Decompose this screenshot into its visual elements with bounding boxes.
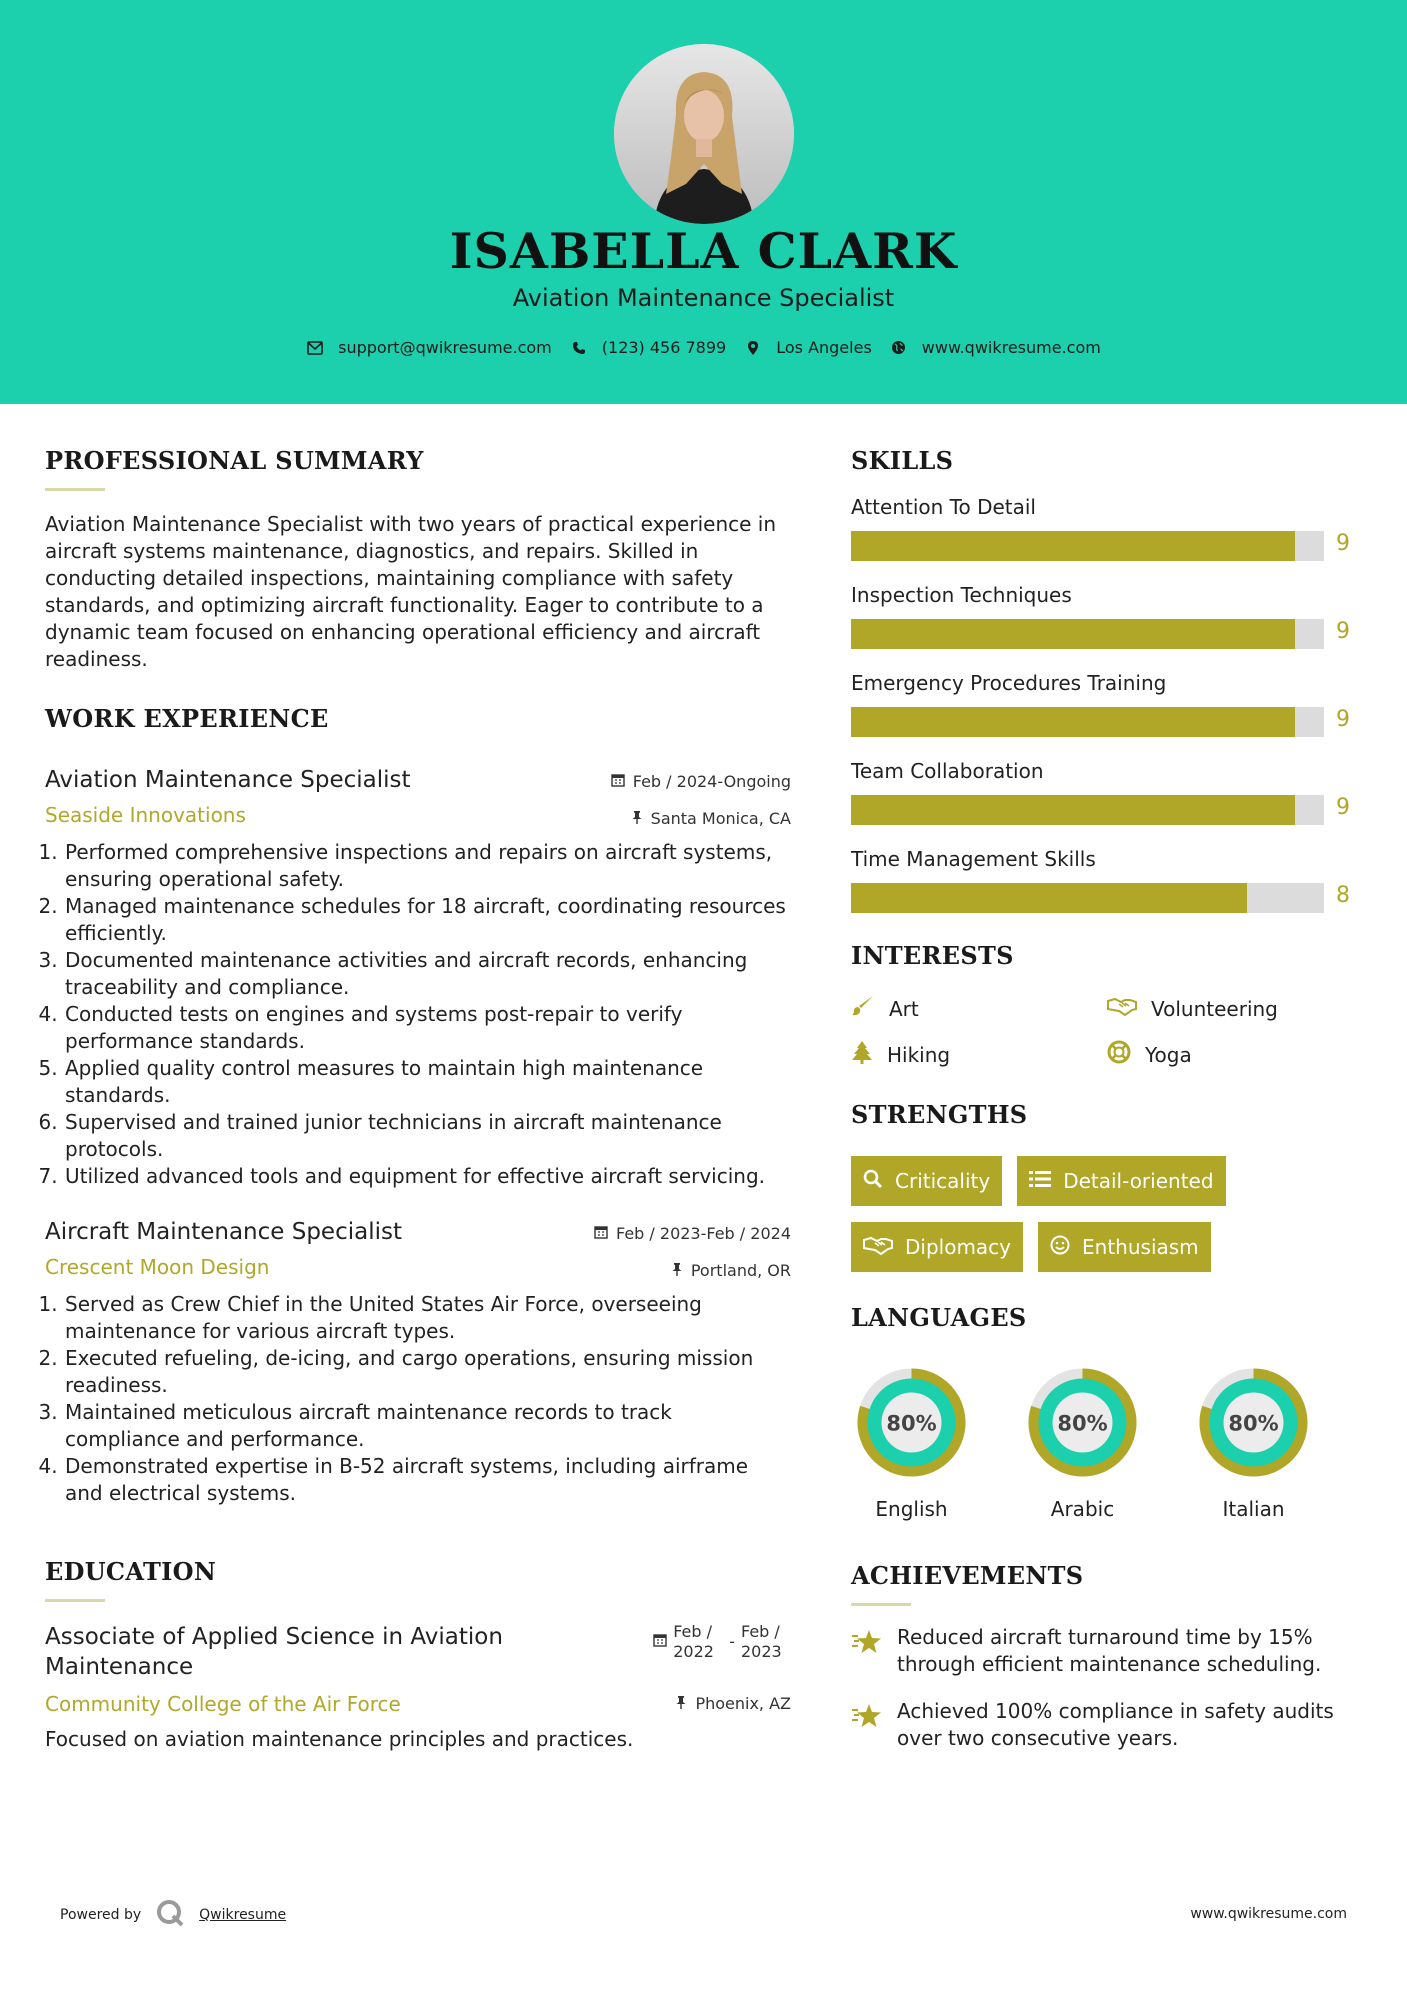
skill-bar	[851, 531, 1361, 561]
skill-bar-track	[851, 795, 1324, 825]
powered-by-text: Powered by	[60, 1907, 142, 1923]
achievements-section	[851, 1561, 1361, 1752]
contact-phone[interactable]	[570, 338, 726, 357]
skill-score: 9	[1336, 795, 1350, 820]
interest-label: Hiking	[887, 1042, 951, 1067]
achievements-heading: ACHIEVEMENTS	[851, 1561, 1084, 1590]
languages-list	[851, 1362, 1361, 1521]
summary-heading: PROFESSIONAL SUMMARY	[45, 446, 424, 475]
contact-website[interactable]	[890, 338, 1101, 357]
skills-section	[851, 446, 1361, 913]
contact-email[interactable]	[306, 338, 552, 357]
achievement-text: Achieved 100% compliance in safety audits over two consecutive years.	[897, 1699, 1334, 1750]
job-entry	[45, 767, 791, 1190]
skill-item	[851, 847, 1361, 913]
language-ring	[1022, 1362, 1143, 1483]
skill-label: Time Management Skills	[851, 847, 1096, 871]
email-text: support@qwikresume.com	[338, 338, 552, 357]
education-description: Focused on aviation maintenance principles and practices.	[45, 1727, 634, 1751]
job-location-text: Santa Monica, CA	[650, 809, 791, 828]
job-bullet: 4. Demonstrated expertise in B-52 aircraft systems, including airframe and electrical systems.	[64, 1453, 791, 1507]
strength-tag	[1038, 1222, 1211, 1272]
language-label: English	[875, 1497, 948, 1521]
job-location	[671, 1261, 791, 1280]
contact-bar	[0, 338, 1407, 357]
strengths-list	[851, 1156, 1331, 1272]
language-item	[1193, 1362, 1314, 1521]
job-date-text: Feb / 2024-Ongoing	[632, 772, 791, 791]
interests-list	[851, 995, 1361, 1069]
skill-score: 8	[1336, 883, 1350, 908]
skill-score: 9	[1336, 707, 1350, 732]
education-location-text: Phoenix, AZ	[695, 1694, 791, 1713]
lifering-icon	[1107, 1040, 1131, 1069]
strength-tag	[851, 1222, 1023, 1272]
strength-tag	[851, 1156, 1002, 1206]
interests-section	[851, 941, 1361, 1069]
date-separator: -	[729, 1632, 735, 1651]
paintbrush-icon	[851, 995, 875, 1022]
language-label: Italian	[1222, 1497, 1285, 1521]
interest-label: Volunteering	[1151, 996, 1278, 1021]
job-date	[594, 1224, 791, 1243]
right-column	[851, 404, 1361, 1752]
languages-heading: LANGUAGES	[851, 1303, 1027, 1332]
skills-heading: SKILLS	[851, 446, 954, 475]
language-ring	[851, 1362, 972, 1483]
job-bullet: 2. Executed refueling, de-icing, and cargo operations, ensuring mission readiness.	[64, 1345, 791, 1399]
skill-bar-fill	[851, 531, 1295, 561]
education-location	[675, 1694, 791, 1713]
job-bullet: 1. Performed comprehensive inspections and repairs on aircraft systems, ensuring operational safety.	[64, 839, 791, 893]
search-icon	[863, 1169, 883, 1194]
job-bullet: 2. Managed maintenance schedules for 18 aircraft, coordinating resources efficiently.	[64, 893, 791, 947]
job-bullet: 4. Conducted tests on engines and systems post-repair to verify performance standards.	[64, 1001, 791, 1055]
job-bullet: 7. Utilized advanced tools and equipment for effective aircraft servicing.	[64, 1163, 791, 1190]
interests-heading: INTERESTS	[851, 941, 1014, 970]
pushpin-icon	[631, 809, 643, 828]
strengths-heading: STRENGTHS	[851, 1100, 1028, 1129]
calendar-icon	[653, 1622, 667, 1652]
achievement-item	[851, 1698, 1361, 1752]
skill-bar	[851, 619, 1361, 649]
interest-label: Art	[889, 996, 919, 1021]
skill-bar-track	[851, 883, 1324, 913]
summary-text: Aviation Maintenance Specialist with two years of practical experience in aircraft systems maintenance, diagnostics, and repairs. Skilled in conducting detailed inspections, maintaining compliance with safety standards, and optimizing aircraft functionality. Eager to contribute to a dynamic team focused on enhancing operational efficiency and aircraft readiness.	[45, 512, 777, 671]
resume-header	[0, 0, 1407, 404]
qwikresume-link[interactable]: Qwikresume	[199, 1907, 287, 1923]
language-label: Arabic	[1050, 1497, 1115, 1521]
education-start-date: Feb / 2022	[673, 1622, 714, 1661]
strengths-section	[851, 1100, 1361, 1272]
calendar-icon	[594, 1224, 608, 1243]
education-date	[653, 1622, 791, 1662]
skill-item	[851, 671, 1361, 737]
strength-label: Detail-oriented	[1063, 1169, 1214, 1193]
job-entry	[45, 1219, 791, 1507]
calendar-icon	[611, 772, 625, 791]
achievement-text: Reduced aircraft turnaround time by 15% through efficient maintenance scheduling.	[897, 1625, 1322, 1676]
experience-section	[45, 704, 791, 1507]
skill-bar-fill	[851, 883, 1247, 913]
star-award-icon	[851, 1698, 883, 1752]
language-item	[1022, 1362, 1143, 1521]
job-bullet: 3. Maintained meticulous aircraft maintenance records to track compliance and performance.	[64, 1399, 791, 1453]
phone-icon	[570, 339, 588, 357]
website-text: www.qwikresume.com	[921, 338, 1101, 357]
job-title: Aircraft Maintenance Specialist	[45, 1219, 402, 1245]
skill-bar-fill	[851, 707, 1295, 737]
job-bullets	[45, 839, 791, 1190]
education-heading: EDUCATION	[45, 1557, 217, 1586]
skill-item	[851, 495, 1361, 561]
section-divider	[851, 1603, 911, 1606]
skill-bar	[851, 883, 1361, 913]
skill-bar-fill	[851, 619, 1295, 649]
interest-item	[851, 995, 1107, 1022]
map-pin-icon	[744, 339, 762, 357]
skill-bar-fill	[851, 795, 1295, 825]
skill-score: 9	[1336, 619, 1350, 644]
degree-title: Associate of Applied Science in Aviation Maintenance	[45, 1624, 503, 1680]
education-section	[45, 1557, 791, 1753]
summary-section	[45, 446, 791, 673]
strength-label: Enthusiasm	[1082, 1235, 1199, 1259]
list-icon	[1029, 1169, 1051, 1193]
skill-bar-track	[851, 531, 1324, 561]
pushpin-icon	[675, 1694, 687, 1713]
qwikresume-logo-icon	[155, 1898, 185, 1932]
job-company: Crescent Moon Design	[45, 1255, 270, 1279]
languages-section	[851, 1303, 1361, 1521]
strength-tag	[1017, 1156, 1225, 1206]
skill-label: Attention To Detail	[851, 495, 1036, 519]
interest-item	[1107, 1040, 1357, 1069]
job-bullet: 5. Applied quality control measures to maintain high maintenance standards.	[64, 1055, 791, 1109]
section-divider	[45, 488, 105, 491]
skill-item	[851, 759, 1361, 825]
language-percent: 80%	[1228, 1411, 1279, 1436]
job-bullet: 3. Documented maintenance activities and aircraft records, enhancing traceability and compliance.	[64, 947, 791, 1001]
language-item	[851, 1362, 972, 1521]
interest-label: Yoga	[1145, 1042, 1192, 1067]
skill-label: Inspection Techniques	[851, 583, 1072, 607]
skill-label: Emergency Procedures Training	[851, 671, 1167, 695]
left-column	[45, 404, 791, 1753]
contact-location	[744, 338, 872, 357]
language-ring	[1193, 1362, 1314, 1483]
footer-website[interactable]: www.qwikresume.com	[1190, 1906, 1347, 1922]
language-percent: 80%	[1057, 1411, 1108, 1436]
skill-label: Team Collaboration	[851, 759, 1044, 783]
phone-text: (123) 456 7899	[601, 338, 727, 357]
handshake-icon	[1107, 996, 1137, 1021]
interest-item	[851, 1040, 1107, 1069]
job-location	[631, 809, 791, 828]
section-divider	[45, 1599, 105, 1602]
star-award-icon	[851, 1624, 883, 1678]
location-text: Los Angeles	[776, 338, 872, 357]
skills-list	[851, 495, 1361, 913]
skill-bar-track	[851, 707, 1324, 737]
profile-photo-image	[614, 44, 794, 224]
smile-icon	[1050, 1235, 1070, 1260]
strength-label: Diplomacy	[905, 1235, 1012, 1259]
experience-heading: WORK EXPERIENCE	[45, 704, 329, 733]
skill-score: 9	[1336, 531, 1350, 556]
candidate-title: Aviation Maintenance Specialist	[512, 284, 895, 312]
envelope-icon	[306, 339, 324, 357]
footer-powered-by	[60, 1898, 286, 1932]
skill-item	[851, 583, 1361, 649]
education-entry	[45, 1622, 791, 1753]
job-bullet: 1. Served as Crew Chief in the United States Air Force, overseeing maintenance for various aircraft types.	[64, 1291, 791, 1345]
job-company: Seaside Innovations	[45, 803, 246, 827]
skill-bar-track	[851, 619, 1324, 649]
job-date-text: Feb / 2023-Feb / 2024	[616, 1224, 791, 1243]
handshake-icon	[863, 1235, 893, 1260]
strength-label: Criticality	[895, 1169, 991, 1193]
language-percent: 80%	[886, 1411, 937, 1436]
profile-photo	[614, 44, 794, 224]
education-end-date: Feb / 2023	[741, 1622, 782, 1661]
skill-bar	[851, 707, 1361, 737]
school-name: Community College of the Air Force	[45, 1692, 401, 1716]
globe-icon	[890, 339, 908, 357]
pushpin-icon	[671, 1261, 683, 1280]
job-location-text: Portland, OR	[690, 1261, 791, 1280]
skill-bar	[851, 795, 1361, 825]
job-bullet: 6. Supervised and trained junior technicians in aircraft maintenance protocols.	[64, 1109, 791, 1163]
candidate-name: ISABELLA CLARK	[449, 222, 958, 280]
job-bullets	[45, 1291, 791, 1507]
job-title: Aviation Maintenance Specialist	[45, 767, 411, 793]
interest-item	[1107, 995, 1357, 1022]
tree-icon	[851, 1040, 873, 1069]
achievement-item	[851, 1624, 1361, 1678]
job-date	[611, 772, 791, 791]
